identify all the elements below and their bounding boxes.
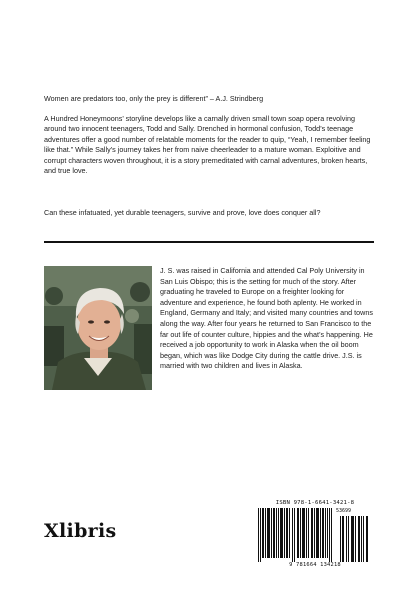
author-bio: J. S. was raised in California and attended Cal Poly University in San Luis Obispo; this is the setting for much of the story. After graduating he traveled to Europe on a freighter looking for adventure and experience, he found both aplenty. He worked in England, Germany and Italy; and visited many countries and towns along the way. After four years he returned to San Francisco to the far out life of counter culture, hippies and the what’s happening. He received a job opportunity to work in Alaska when the oil boom began, which was like Dodge City during the cattle drive. J.S. is married with two children and lives in Alaska. [160,266,373,371]
author-photo [44,266,152,390]
isbn-label: ISBN 978-1-6641-3421-8 [275,500,355,506]
addon-code: 53699 [336,508,352,514]
section-divider [44,241,374,243]
epigraph: Women are predators too, only the prey is different” – A.J. Strindberg [44,94,264,103]
barcode-block [256,500,374,572]
publisher-logo: Xlibris [44,520,117,542]
addon-barcode-icon [340,516,370,562]
closing-question: Can these infatuated, yet durable teenagers, survive and prove, love does conquer all? [44,208,321,217]
synopsis-paragraph: A Hundred Honeymoons’ storyline develops like a carnally driven small town soap opera revolving around two innocent teenagers, Todd and Sally. Drenched in hormonal confusion, Todd’s teenage adventures offer a good number of relatable moments for the reader to quip, “Yeah, I remember feeling like that.” While Sally’s journey takes her from naive cheerleader to a mature woman. Exploitive and corrupt characters woven throughout, it is a story premeditated with carnal adventures, broken hearts, and true love. [44,114,371,176]
ean-digits: 9 781664 134218 [289,562,341,568]
author-portrait-illustration [44,266,152,390]
ean-barcode-icon [256,508,336,562]
